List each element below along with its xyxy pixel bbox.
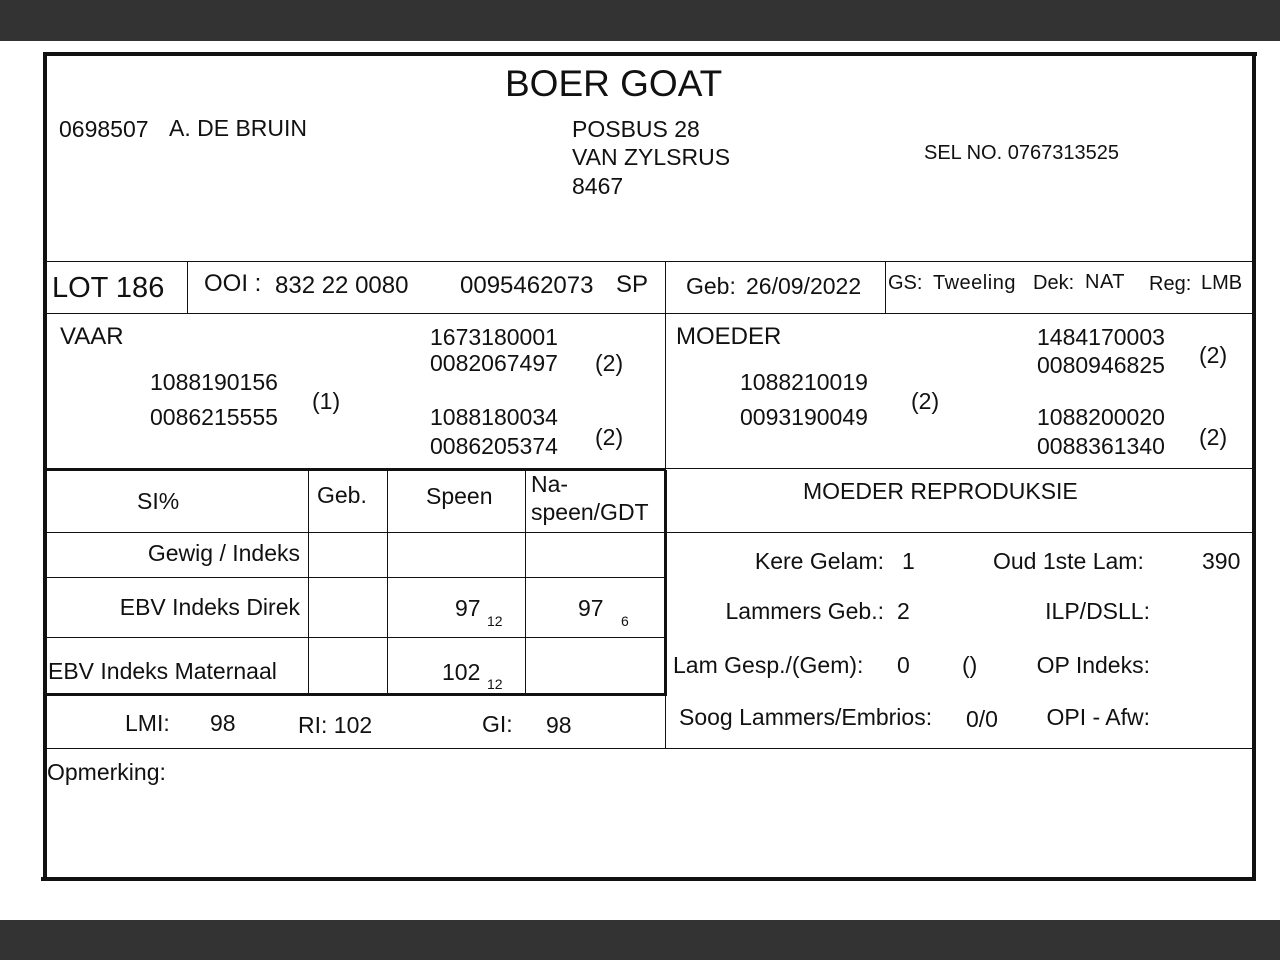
birth-date: 26/09/2022: [746, 273, 862, 299]
reg-label: Reg:: [1149, 273, 1192, 295]
dam-grade: (2): [911, 388, 940, 414]
oud-value: 390: [1202, 548, 1241, 574]
soog-value: 0/0: [966, 706, 998, 732]
gs-value: Tweeling: [933, 272, 1016, 294]
gs-label: GS:: [888, 272, 923, 294]
soog-label: Soog Lammers/Embrios:: [679, 704, 933, 730]
remarks-label: Opmerking:: [47, 759, 166, 785]
lmi-label: LMI:: [125, 710, 170, 736]
header-geb: Geb.: [317, 482, 367, 508]
gesp-value: 0: [897, 652, 910, 678]
sire-id-1: 1088190156: [150, 369, 278, 395]
sire-grade: (1): [312, 388, 341, 414]
gem-value: (): [962, 652, 978, 678]
ilp-label: ILP/DSLL:: [1045, 598, 1150, 624]
ri-value: RI: 102: [298, 712, 373, 738]
row-maternal-label: EBV Indeks Maternaal: [48, 658, 277, 684]
oud-label: Oud 1ste Lam:: [993, 548, 1144, 574]
lmi-value: 98: [210, 710, 236, 736]
dam-id-1: 1088210019: [740, 369, 868, 395]
dam-bottom-id-1: 1088200020: [1037, 404, 1165, 430]
dam-label: MOEDER: [676, 323, 782, 350]
dam-bottom-grade: (2): [1199, 424, 1228, 450]
address-line-2: VAN ZYLSRUS: [572, 144, 731, 170]
header-naspeen-1: Na-: [531, 471, 569, 497]
kere-label: Kere Gelam:: [754, 548, 884, 574]
card-title: BOER GOAT: [505, 63, 723, 104]
address-line-1: POSBUS 28: [572, 116, 700, 142]
owner-id: 0698507: [59, 116, 149, 142]
dam-top-id-2: 0080946825: [1037, 352, 1165, 378]
ooi-label: OOI :: [204, 270, 262, 297]
header-naspeen-2: speen/GDT: [531, 499, 649, 525]
header-si: SI%: [137, 488, 180, 514]
row-direct-naspeen-count: 6: [621, 613, 629, 629]
dam-id-2: 0093190049: [740, 404, 868, 430]
row-direct-naspeen: 97: [578, 595, 604, 621]
sire-bottom-id-2: 0086205374: [430, 433, 558, 459]
ooi-registration: 0095462073: [460, 272, 594, 299]
gi-value: 98: [546, 712, 572, 738]
gi-label: GI:: [482, 711, 513, 737]
dek-value: NAT: [1085, 271, 1126, 293]
kere-value: 1: [902, 548, 915, 574]
sire-id-2: 0086215555: [150, 404, 278, 430]
ooi-number: 832 22 0080: [275, 272, 409, 299]
opi-label: OPI - Afw:: [1046, 704, 1150, 730]
row-direct-label: EBV Indeks Direk: [119, 594, 300, 620]
owner-name: A. DE BRUIN: [169, 115, 308, 141]
sire-bottom-id-1: 1088180034: [430, 404, 558, 430]
row-direct-speen-count: 12: [487, 613, 503, 629]
top-black-bar: [0, 0, 1280, 41]
dam-bottom-id-2: 0088361340: [1037, 433, 1165, 459]
row-direct-speen: 97: [455, 595, 481, 621]
sire-top-id-1: 1673180001: [430, 324, 558, 350]
address-line-3: 8467: [572, 173, 624, 199]
sire-top-grade: (2): [595, 350, 624, 376]
header-speen: Speen: [426, 483, 493, 509]
dam-top-id-1: 1484170003: [1037, 324, 1165, 350]
lammers-label: Lammers Geb.:: [725, 598, 884, 624]
sire-bottom-grade: (2): [595, 424, 624, 450]
birth-label: Geb:: [686, 273, 736, 299]
gesp-label: Lam Gesp./(Gem):: [673, 652, 864, 678]
sire-label: VAAR: [60, 323, 124, 350]
sire-top-id-2: 0082067497: [430, 350, 558, 376]
dek-label: Dek:: [1033, 272, 1075, 294]
op-label: OP Indeks:: [1036, 652, 1150, 678]
reg-value: LMB: [1201, 272, 1243, 294]
repro-title: MOEDER REPRODUKSIE: [803, 478, 1078, 504]
row-weight-label: Gewig / Indeks: [147, 540, 300, 566]
lot-number: LOT 186: [52, 272, 165, 304]
row-maternal-speen-count: 12: [487, 676, 503, 692]
dam-top-grade: (2): [1199, 342, 1228, 368]
row-maternal-speen: 102: [442, 659, 481, 685]
bottom-black-bar: [0, 920, 1280, 960]
ooi-code: SP: [616, 271, 649, 298]
sel-number: SEL NO. 0767313525: [924, 142, 1119, 164]
lammers-value: 2: [897, 598, 910, 624]
